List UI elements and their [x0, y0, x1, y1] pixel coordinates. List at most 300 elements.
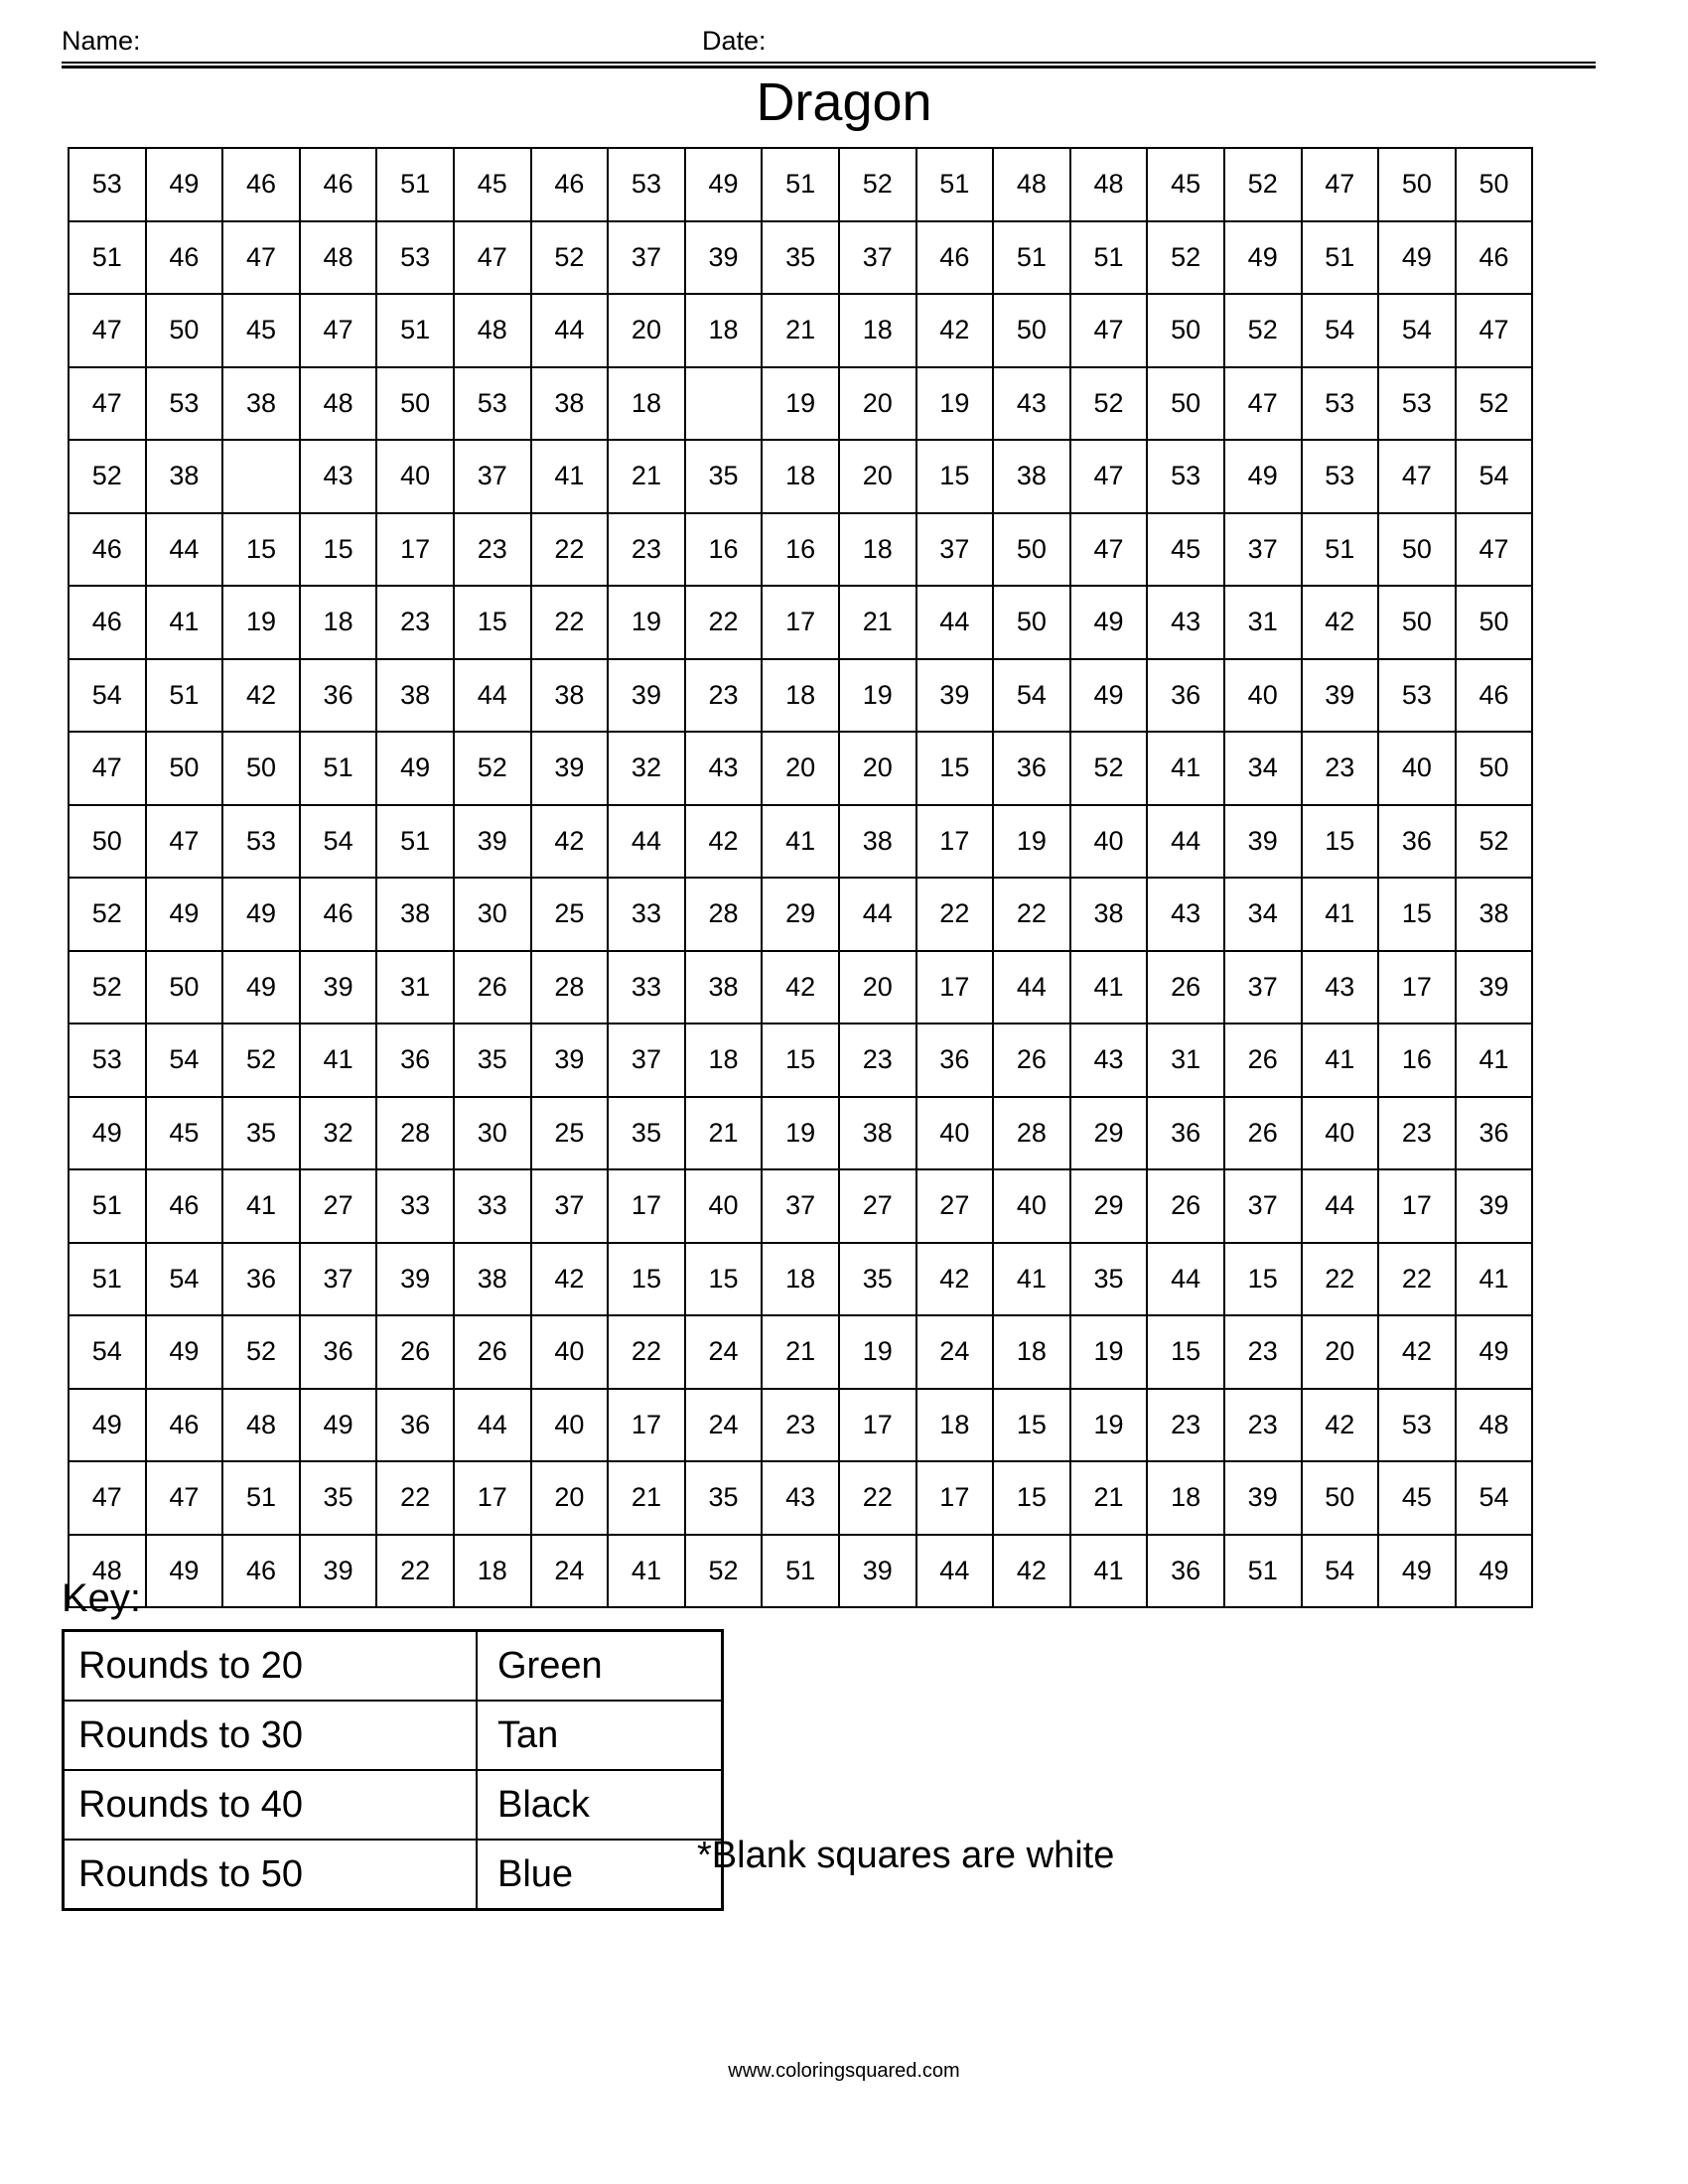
- grid-cell[interactable]: 42: [762, 951, 839, 1024]
- grid-cell[interactable]: 45: [222, 294, 300, 367]
- grid-cell[interactable]: 46: [1456, 221, 1533, 295]
- grid-cell[interactable]: 53: [1302, 440, 1379, 513]
- grid-cell[interactable]: 44: [993, 951, 1070, 1024]
- grid-cell[interactable]: 50: [1378, 148, 1456, 221]
- grid-cell[interactable]: 15: [685, 1243, 763, 1316]
- grid-cell[interactable]: 45: [1147, 513, 1224, 587]
- grid-cell[interactable]: 16: [762, 513, 839, 587]
- grid-cell[interactable]: 38: [839, 805, 916, 879]
- grid-cell[interactable]: 39: [1224, 805, 1302, 879]
- grid-cell[interactable]: 25: [531, 878, 609, 951]
- grid-cell[interactable]: 26: [993, 1024, 1070, 1097]
- grid-cell[interactable]: 26: [1224, 1024, 1302, 1097]
- grid-cell[interactable]: 38: [1456, 878, 1533, 951]
- grid-cell[interactable]: 15: [916, 440, 994, 513]
- grid-cell[interactable]: 53: [1302, 367, 1379, 441]
- grid-cell[interactable]: 51: [69, 1243, 146, 1316]
- grid-cell[interactable]: 47: [1378, 440, 1456, 513]
- grid-cell[interactable]: 36: [300, 659, 377, 733]
- grid-cell[interactable]: 45: [1378, 1461, 1456, 1535]
- grid-cell[interactable]: 20: [839, 440, 916, 513]
- grid-cell[interactable]: 48: [300, 221, 377, 295]
- grid-cell[interactable]: 52: [69, 951, 146, 1024]
- grid-cell[interactable]: 36: [1378, 805, 1456, 879]
- grid-cell[interactable]: 40: [1378, 732, 1456, 805]
- grid-cell[interactable]: 34: [1224, 878, 1302, 951]
- grid-cell[interactable]: 51: [762, 1535, 839, 1608]
- grid-cell[interactable]: 47: [69, 367, 146, 441]
- grid-cell[interactable]: 49: [69, 1389, 146, 1462]
- grid-cell[interactable]: 19: [993, 805, 1070, 879]
- grid-cell[interactable]: 50: [1378, 586, 1456, 659]
- grid-cell[interactable]: 46: [300, 878, 377, 951]
- grid-cell[interactable]: 48: [300, 367, 377, 441]
- grid-cell[interactable]: 53: [222, 805, 300, 879]
- grid-cell[interactable]: 15: [1302, 805, 1379, 879]
- grid-cell[interactable]: 26: [376, 1315, 454, 1389]
- grid-cell[interactable]: 51: [376, 805, 454, 879]
- grid-cell[interactable]: 41: [993, 1243, 1070, 1316]
- grid-cell[interactable]: 24: [916, 1315, 994, 1389]
- grid-cell[interactable]: 43: [762, 1461, 839, 1535]
- grid-cell[interactable]: 23: [1302, 732, 1379, 805]
- grid-cell[interactable]: 18: [300, 586, 377, 659]
- grid-cell[interactable]: 49: [685, 148, 763, 221]
- grid-cell[interactable]: 52: [69, 878, 146, 951]
- grid-cell[interactable]: 35: [608, 1097, 685, 1170]
- grid-cell[interactable]: 40: [916, 1097, 994, 1170]
- grid-cell[interactable]: 44: [146, 513, 223, 587]
- grid-cell[interactable]: 47: [69, 294, 146, 367]
- grid-cell[interactable]: 50: [69, 805, 146, 879]
- grid-cell[interactable]: 51: [993, 221, 1070, 295]
- grid-cell[interactable]: 47: [300, 294, 377, 367]
- grid-cell[interactable]: 15: [1224, 1243, 1302, 1316]
- grid-cell[interactable]: 49: [1070, 586, 1148, 659]
- grid-cell[interactable]: 37: [839, 221, 916, 295]
- grid-cell[interactable]: 35: [685, 440, 763, 513]
- grid-cell[interactable]: 52: [222, 1024, 300, 1097]
- grid-cell[interactable]: 46: [222, 148, 300, 221]
- grid-cell[interactable]: 17: [608, 1389, 685, 1462]
- grid-cell[interactable]: 22: [839, 1461, 916, 1535]
- grid-cell[interactable]: 36: [1147, 659, 1224, 733]
- grid-cell[interactable]: 54: [146, 1024, 223, 1097]
- grid-cell[interactable]: 50: [993, 294, 1070, 367]
- grid-cell[interactable]: 18: [993, 1315, 1070, 1389]
- grid-cell[interactable]: 51: [69, 1169, 146, 1243]
- grid-cell[interactable]: 38: [376, 659, 454, 733]
- grid-cell[interactable]: 20: [531, 1461, 609, 1535]
- grid-cell[interactable]: 41: [531, 440, 609, 513]
- grid-cell[interactable]: 36: [376, 1024, 454, 1097]
- grid-cell[interactable]: 26: [1147, 1169, 1224, 1243]
- grid-cell[interactable]: 52: [1070, 732, 1148, 805]
- grid-cell[interactable]: 20: [839, 951, 916, 1024]
- grid-cell[interactable]: 39: [376, 1243, 454, 1316]
- grid-cell[interactable]: 49: [1070, 659, 1148, 733]
- grid-cell[interactable]: 49: [222, 951, 300, 1024]
- grid-cell[interactable]: 33: [608, 951, 685, 1024]
- grid-cell[interactable]: 40: [1224, 659, 1302, 733]
- grid-cell[interactable]: 40: [531, 1389, 609, 1462]
- grid-cell[interactable]: 26: [454, 1315, 531, 1389]
- grid-cell[interactable]: 18: [762, 1243, 839, 1316]
- grid-cell[interactable]: 22: [376, 1535, 454, 1608]
- grid-cell[interactable]: 32: [300, 1097, 377, 1170]
- grid-cell[interactable]: 50: [376, 367, 454, 441]
- grid-cell[interactable]: 34: [1224, 732, 1302, 805]
- grid-cell[interactable]: 39: [1302, 659, 1379, 733]
- grid-cell[interactable]: 47: [1070, 513, 1148, 587]
- grid-cell[interactable]: 37: [300, 1243, 377, 1316]
- grid-cell[interactable]: 39: [300, 1535, 377, 1608]
- grid-cell[interactable]: 44: [1147, 805, 1224, 879]
- grid-cell[interactable]: 49: [146, 1315, 223, 1389]
- grid-cell[interactable]: 52: [1070, 367, 1148, 441]
- grid-cell[interactable]: 39: [454, 805, 531, 879]
- grid-cell[interactable]: 41: [1302, 1024, 1379, 1097]
- grid-cell[interactable]: 35: [300, 1461, 377, 1535]
- grid-cell[interactable]: 33: [608, 878, 685, 951]
- grid-cell[interactable]: 36: [1456, 1097, 1533, 1170]
- grid-cell[interactable]: 43: [1070, 1024, 1148, 1097]
- grid-cell[interactable]: 42: [1302, 586, 1379, 659]
- grid-cell[interactable]: 53: [1378, 659, 1456, 733]
- grid-cell[interactable]: 39: [300, 951, 377, 1024]
- grid-cell[interactable]: 42: [531, 1243, 609, 1316]
- grid-cell[interactable]: 51: [916, 148, 994, 221]
- grid-cell[interactable]: 54: [1456, 1461, 1533, 1535]
- grid-cell[interactable]: 35: [762, 221, 839, 295]
- grid-cell[interactable]: 17: [1378, 951, 1456, 1024]
- grid-cell[interactable]: 16: [685, 513, 763, 587]
- grid-cell[interactable]: 43: [300, 440, 377, 513]
- grid-cell[interactable]: 53: [454, 367, 531, 441]
- grid-cell[interactable]: 53: [376, 221, 454, 295]
- grid-cell[interactable]: 48: [1070, 148, 1148, 221]
- grid-cell[interactable]: 35: [839, 1243, 916, 1316]
- grid-cell[interactable]: 52: [69, 440, 146, 513]
- grid-cell[interactable]: 52: [839, 148, 916, 221]
- grid-cell[interactable]: 52: [1456, 805, 1533, 879]
- grid-cell[interactable]: 44: [916, 586, 994, 659]
- grid-cell[interactable]: 22: [376, 1461, 454, 1535]
- grid-cell[interactable]: 41: [1070, 1535, 1148, 1608]
- grid-cell[interactable]: 29: [1070, 1169, 1148, 1243]
- grid-cell[interactable]: 40: [685, 1169, 763, 1243]
- grid-cell[interactable]: 46: [69, 586, 146, 659]
- grid-cell[interactable]: 23: [839, 1024, 916, 1097]
- grid-cell[interactable]: 36: [1147, 1535, 1224, 1608]
- grid-cell[interactable]: 39: [916, 659, 994, 733]
- grid-cell[interactable]: 51: [376, 294, 454, 367]
- grid-cell[interactable]: 36: [1147, 1097, 1224, 1170]
- grid-cell[interactable]: 44: [916, 1535, 994, 1608]
- grid-cell[interactable]: 54: [1302, 1535, 1379, 1608]
- grid-cell[interactable]: 49: [146, 148, 223, 221]
- grid-cell[interactable]: 48: [993, 148, 1070, 221]
- grid-cell[interactable]: 17: [762, 586, 839, 659]
- grid-cell[interactable]: 47: [69, 732, 146, 805]
- grid-cell[interactable]: 35: [685, 1461, 763, 1535]
- grid-cell[interactable]: 26: [454, 951, 531, 1024]
- grid-cell[interactable]: 20: [1302, 1315, 1379, 1389]
- grid-cell[interactable]: 29: [1070, 1097, 1148, 1170]
- grid-cell[interactable]: 42: [916, 294, 994, 367]
- grid-cell[interactable]: 45: [454, 148, 531, 221]
- grid-cell[interactable]: 18: [608, 367, 685, 441]
- grid-cell[interactable]: 37: [531, 1169, 609, 1243]
- grid-cell[interactable]: 31: [376, 951, 454, 1024]
- grid-cell[interactable]: 22: [1302, 1243, 1379, 1316]
- grid-cell[interactable]: 54: [1456, 440, 1533, 513]
- grid-cell[interactable]: 41: [300, 1024, 377, 1097]
- grid-cell[interactable]: 26: [1224, 1097, 1302, 1170]
- grid-cell[interactable]: 42: [993, 1535, 1070, 1608]
- grid-cell[interactable]: 51: [1302, 221, 1379, 295]
- grid-cell[interactable]: 50: [146, 294, 223, 367]
- grid-cell[interactable]: 54: [300, 805, 377, 879]
- grid-cell[interactable]: 40: [993, 1169, 1070, 1243]
- grid-cell[interactable]: 19: [1070, 1315, 1148, 1389]
- grid-cell[interactable]: 39: [685, 221, 763, 295]
- grid-cell[interactable]: 44: [839, 878, 916, 951]
- grid-cell[interactable]: 42: [916, 1243, 994, 1316]
- grid-cell[interactable]: 53: [146, 367, 223, 441]
- grid-cell[interactable]: 49: [376, 732, 454, 805]
- grid-cell[interactable]: 19: [222, 586, 300, 659]
- grid-cell[interactable]: 49: [1456, 1535, 1533, 1608]
- grid-cell[interactable]: 46: [222, 1535, 300, 1608]
- grid-cell[interactable]: 50: [993, 513, 1070, 587]
- grid-cell[interactable]: 37: [1224, 1169, 1302, 1243]
- grid-cell[interactable]: 36: [222, 1243, 300, 1316]
- grid-cell[interactable]: 53: [1378, 1389, 1456, 1462]
- grid-cell[interactable]: 15: [300, 513, 377, 587]
- grid-cell[interactable]: 44: [454, 659, 531, 733]
- grid-cell[interactable]: 43: [685, 732, 763, 805]
- grid-cell[interactable]: 53: [69, 148, 146, 221]
- grid-cell[interactable]: 18: [839, 294, 916, 367]
- grid-cell[interactable]: 47: [1456, 294, 1533, 367]
- grid-cell[interactable]: 51: [376, 148, 454, 221]
- grid-cell[interactable]: 52: [1224, 148, 1302, 221]
- grid-cell[interactable]: 28: [531, 951, 609, 1024]
- grid-cell[interactable]: 15: [916, 732, 994, 805]
- grid-cell[interactable]: 17: [1378, 1169, 1456, 1243]
- grid-cell[interactable]: 20: [608, 294, 685, 367]
- grid-cell[interactable]: 38: [222, 367, 300, 441]
- grid-cell[interactable]: 50: [1456, 148, 1533, 221]
- grid-cell[interactable]: 37: [916, 513, 994, 587]
- grid-cell[interactable]: 18: [762, 440, 839, 513]
- grid-cell[interactable]: 41: [1456, 1243, 1533, 1316]
- grid-cell[interactable]: 38: [146, 440, 223, 513]
- grid-cell[interactable]: 48: [222, 1389, 300, 1462]
- grid-cell[interactable]: 47: [1224, 367, 1302, 441]
- grid-cell[interactable]: 43: [1302, 951, 1379, 1024]
- grid-cell[interactable]: 17: [454, 1461, 531, 1535]
- grid-cell[interactable]: 25: [531, 1097, 609, 1170]
- grid-cell[interactable]: 18: [1147, 1461, 1224, 1535]
- grid-cell[interactable]: 18: [454, 1535, 531, 1608]
- grid-cell[interactable]: 50: [1456, 732, 1533, 805]
- grid-cell[interactable]: 44: [608, 805, 685, 879]
- grid-cell[interactable]: 20: [839, 367, 916, 441]
- grid-cell[interactable]: 38: [454, 1243, 531, 1316]
- grid-cell[interactable]: 31: [1147, 1024, 1224, 1097]
- grid-cell[interactable]: 19: [608, 586, 685, 659]
- grid-cell[interactable]: 49: [1224, 440, 1302, 513]
- grid-cell[interactable]: 44: [531, 294, 609, 367]
- grid-cell[interactable]: 17: [839, 1389, 916, 1462]
- grid-cell[interactable]: 46: [1456, 659, 1533, 733]
- grid-cell[interactable]: 35: [454, 1024, 531, 1097]
- grid-cell[interactable]: 52: [1147, 221, 1224, 295]
- grid-cell[interactable]: 38: [1070, 878, 1148, 951]
- grid-cell[interactable]: 44: [454, 1389, 531, 1462]
- grid-cell[interactable]: 15: [993, 1389, 1070, 1462]
- grid-cell[interactable]: 39: [839, 1535, 916, 1608]
- grid-cell[interactable]: 41: [1456, 1024, 1533, 1097]
- grid-cell[interactable]: 41: [222, 1169, 300, 1243]
- grid-cell[interactable]: 22: [531, 513, 609, 587]
- grid-cell[interactable]: 23: [608, 513, 685, 587]
- grid-cell[interactable]: 53: [1378, 367, 1456, 441]
- grid-cell[interactable]: 40: [376, 440, 454, 513]
- grid-cell[interactable]: 51: [69, 221, 146, 295]
- grid-cell[interactable]: 54: [69, 659, 146, 733]
- grid-cell[interactable]: 53: [69, 1024, 146, 1097]
- grid-cell[interactable]: 52: [1456, 367, 1533, 441]
- grid-cell[interactable]: 33: [376, 1169, 454, 1243]
- grid-cell[interactable]: 35: [222, 1097, 300, 1170]
- grid-cell[interactable]: 47: [1070, 294, 1148, 367]
- grid-cell[interactable]: 46: [300, 148, 377, 221]
- grid-cell[interactable]: 30: [454, 878, 531, 951]
- grid-cell[interactable]: 48: [69, 1535, 146, 1608]
- grid-cell[interactable]: 20: [839, 732, 916, 805]
- grid-cell[interactable]: 46: [146, 1389, 223, 1462]
- grid-cell[interactable]: 35: [1070, 1243, 1148, 1316]
- grid-cell[interactable]: 28: [376, 1097, 454, 1170]
- grid-cell[interactable]: 53: [608, 148, 685, 221]
- grid-cell[interactable]: 31: [1224, 586, 1302, 659]
- grid-cell[interactable]: 47: [1302, 148, 1379, 221]
- grid-cell[interactable]: 40: [1302, 1097, 1379, 1170]
- grid-cell[interactable]: 39: [1456, 1169, 1533, 1243]
- grid-cell[interactable]: 24: [685, 1315, 763, 1389]
- grid-cell[interactable]: 49: [222, 878, 300, 951]
- grid-cell[interactable]: 39: [531, 732, 609, 805]
- grid-cell[interactable]: 18: [685, 1024, 763, 1097]
- grid-cell[interactable]: 17: [916, 805, 994, 879]
- grid-cell[interactable]: 21: [762, 1315, 839, 1389]
- grid-cell[interactable]: 54: [1302, 294, 1379, 367]
- grid-cell[interactable]: 49: [146, 1535, 223, 1608]
- grid-cell[interactable]: 17: [376, 513, 454, 587]
- grid-cell[interactable]: 54: [1378, 294, 1456, 367]
- grid-cell[interactable]: 51: [1302, 513, 1379, 587]
- grid-cell[interactable]: 36: [993, 732, 1070, 805]
- grid-cell[interactable]: 51: [1070, 221, 1148, 295]
- grid-cell[interactable]: 23: [1224, 1389, 1302, 1462]
- grid-cell[interactable]: 18: [685, 294, 763, 367]
- grid-cell[interactable]: [222, 440, 300, 513]
- grid-cell[interactable]: 36: [916, 1024, 994, 1097]
- grid-cell[interactable]: 49: [1456, 1315, 1533, 1389]
- grid-cell[interactable]: 20: [762, 732, 839, 805]
- grid-cell[interactable]: 50: [1147, 294, 1224, 367]
- grid-cell[interactable]: 49: [1378, 221, 1456, 295]
- grid-cell[interactable]: 15: [454, 586, 531, 659]
- grid-cell[interactable]: 19: [839, 1315, 916, 1389]
- grid-cell[interactable]: 39: [608, 659, 685, 733]
- grid-cell[interactable]: 19: [1070, 1389, 1148, 1462]
- grid-cell[interactable]: 42: [685, 805, 763, 879]
- grid-cell[interactable]: 50: [993, 586, 1070, 659]
- grid-cell[interactable]: 37: [1224, 513, 1302, 587]
- grid-cell[interactable]: 54: [993, 659, 1070, 733]
- grid-cell[interactable]: 48: [1456, 1389, 1533, 1462]
- grid-cell[interactable]: 50: [1378, 513, 1456, 587]
- grid-cell[interactable]: 32: [608, 732, 685, 805]
- grid-cell[interactable]: 18: [839, 513, 916, 587]
- grid-cell[interactable]: 52: [222, 1315, 300, 1389]
- grid-cell[interactable]: 33: [454, 1169, 531, 1243]
- grid-cell[interactable]: 40: [531, 1315, 609, 1389]
- grid-cell[interactable]: 51: [1224, 1535, 1302, 1608]
- grid-cell[interactable]: 22: [608, 1315, 685, 1389]
- grid-cell[interactable]: 43: [993, 367, 1070, 441]
- grid-cell[interactable]: 27: [916, 1169, 994, 1243]
- grid-cell[interactable]: 39: [531, 1024, 609, 1097]
- grid-cell[interactable]: 41: [762, 805, 839, 879]
- grid-cell[interactable]: 46: [146, 221, 223, 295]
- grid-cell[interactable]: 23: [1224, 1315, 1302, 1389]
- grid-cell[interactable]: 27: [839, 1169, 916, 1243]
- grid-cell[interactable]: 47: [146, 1461, 223, 1535]
- grid-cell[interactable]: 23: [762, 1389, 839, 1462]
- grid-cell[interactable]: 22: [531, 586, 609, 659]
- grid-cell[interactable]: 19: [762, 1097, 839, 1170]
- grid-cell[interactable]: 41: [146, 586, 223, 659]
- grid-cell[interactable]: 42: [531, 805, 609, 879]
- grid-cell[interactable]: 52: [454, 732, 531, 805]
- grid-cell[interactable]: 17: [608, 1169, 685, 1243]
- grid-cell[interactable]: 46: [146, 1169, 223, 1243]
- grid-cell[interactable]: 15: [993, 1461, 1070, 1535]
- grid-cell[interactable]: 21: [685, 1097, 763, 1170]
- grid-cell[interactable]: 37: [1224, 951, 1302, 1024]
- grid-cell[interactable]: 46: [916, 221, 994, 295]
- grid-cell[interactable]: 29: [762, 878, 839, 951]
- grid-cell[interactable]: 41: [1070, 951, 1148, 1024]
- grid-cell[interactable]: 46: [69, 513, 146, 587]
- grid-cell[interactable]: 38: [376, 878, 454, 951]
- grid-cell[interactable]: 47: [1456, 513, 1533, 587]
- grid-cell[interactable]: 36: [376, 1389, 454, 1462]
- grid-cell[interactable]: 19: [839, 659, 916, 733]
- grid-cell[interactable]: 38: [685, 951, 763, 1024]
- grid-cell[interactable]: 50: [1302, 1461, 1379, 1535]
- grid-cell[interactable]: 22: [993, 878, 1070, 951]
- grid-cell[interactable]: 45: [146, 1097, 223, 1170]
- grid-cell[interactable]: 51: [300, 732, 377, 805]
- grid-cell[interactable]: 37: [608, 221, 685, 295]
- grid-cell[interactable]: 42: [222, 659, 300, 733]
